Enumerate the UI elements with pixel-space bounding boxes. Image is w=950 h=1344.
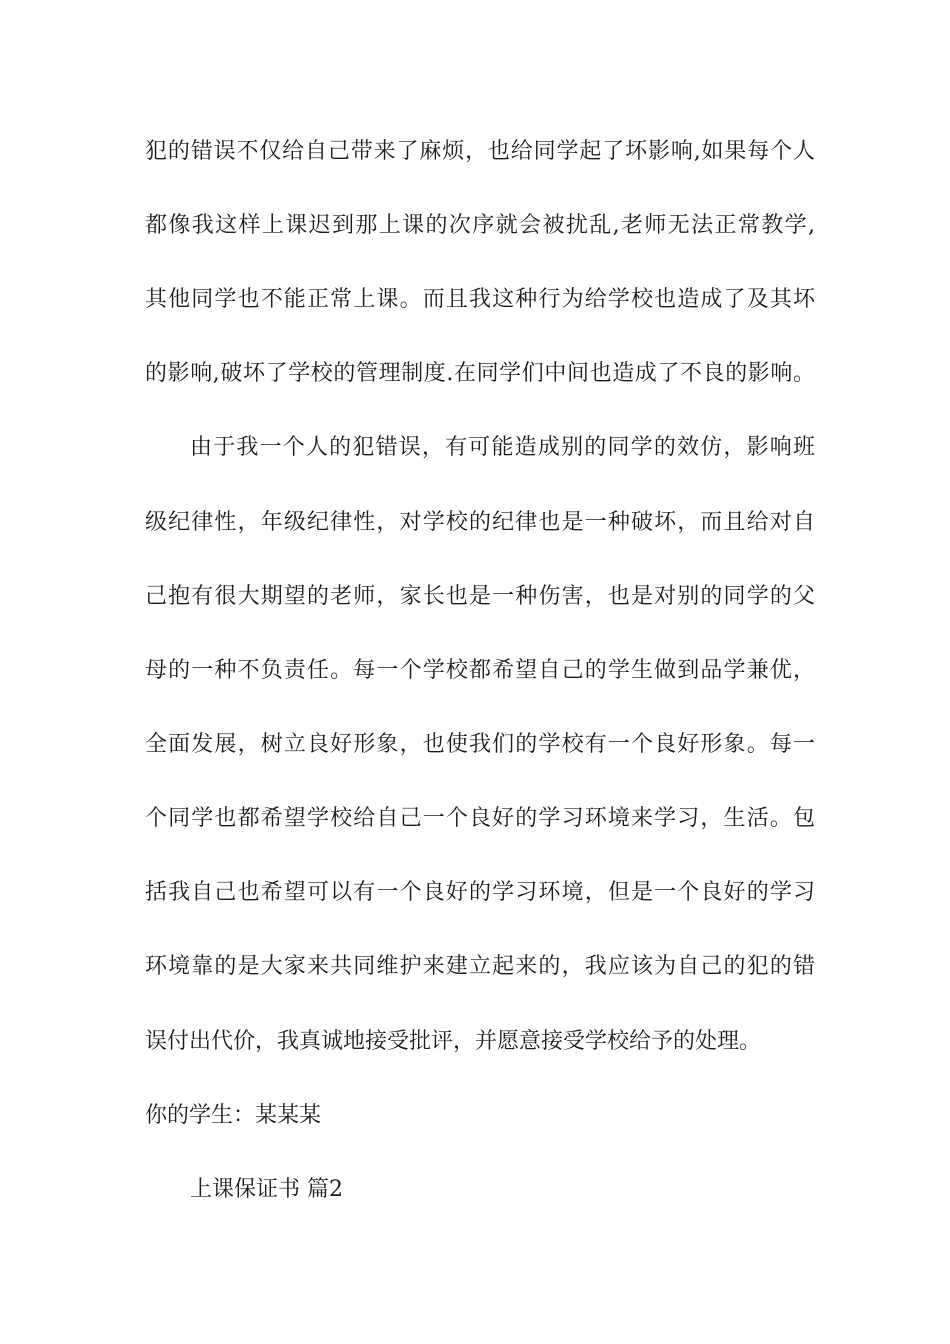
paragraph-line: 级纪律性，年级纪律性，对学校的纪律也是一种破坏，而且给对自: [145, 510, 815, 535]
paragraph-line: 括我自己也希望可以有一个良好的学习环境，但是一个良好的学习: [145, 880, 815, 905]
paragraph-line: 环境靠的是大家来共同维护来建立起来的，我应该为自己的犯的错: [145, 954, 815, 979]
paragraph-line: 由于我一个人的犯错误，有可能造成别的同学的效仿，影响班: [190, 435, 815, 460]
signature: 你的学生：某某某: [145, 1103, 322, 1128]
section-heading: 上课保证书 篇2: [190, 1177, 343, 1202]
paragraph-line: 的影响,破坏了学校的管理制度.在同学们中间也造成了不良的影响。: [145, 361, 815, 386]
paragraph-line: 个同学也都希望学校给自己一个良好的学习环境来学习，生活。包: [145, 806, 815, 831]
paragraph-line: 误付出代价，我真诚地接受批评，并愿意接受学校给予的处理。: [145, 1029, 762, 1054]
paragraph-line: 都像我这样上课迟到那上课的次序就会被扰乱,老师无法正常教学,: [145, 213, 815, 238]
paragraph-line: 犯的错误不仅给自己带来了麻烦，也给同学起了坏影响,如果每个人: [145, 139, 815, 164]
paragraph-line: 全面发展，树立良好形象，也使我们的学校有一个良好形象。每一: [145, 732, 815, 757]
paragraph-line: 母的一种不负责任。每一个学校都希望自己的学生做到品学兼优，: [145, 658, 815, 683]
paragraph-line: 己抱有很大期望的老师，家长也是一种伤害，也是对别的同学的父: [145, 584, 815, 609]
paragraph-line: 其他同学也不能正常上课。而且我这种行为给学校也造成了及其坏: [145, 287, 815, 312]
